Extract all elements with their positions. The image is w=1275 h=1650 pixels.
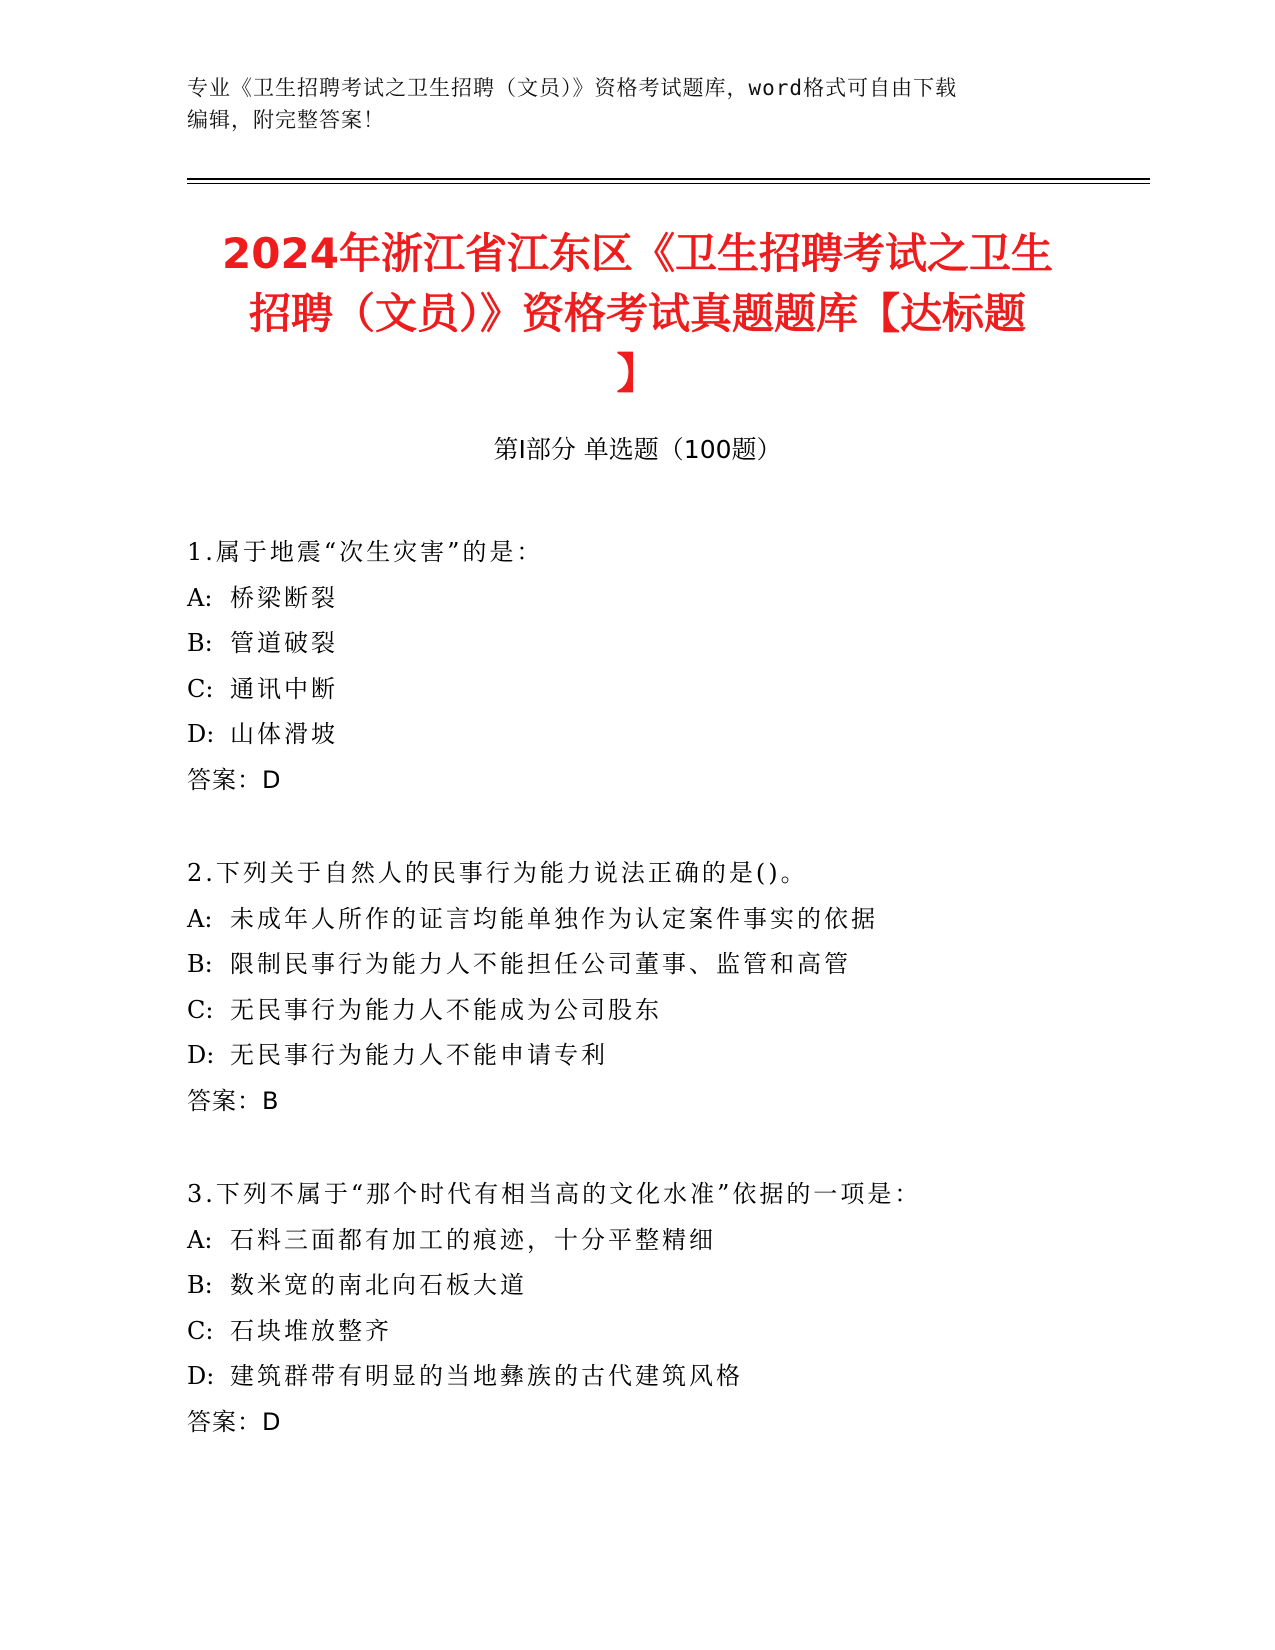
header-note-line-1: 专业《卫生招聘考试之卫生招聘（文员）》资格考试题库，word格式可自由下载: [187, 76, 958, 100]
question-stem: 1.属于地震“次生灾害”的是：: [187, 538, 544, 566]
option-c: [187, 988, 1187, 1034]
option-text: 建筑群带有明显的当地彝族的古代建筑风格: [230, 1362, 743, 1390]
option-letter: C:: [187, 674, 214, 703]
header-divider-thin: [187, 183, 1150, 184]
option-letter: B:: [187, 950, 213, 978]
option-text: 未成年人所作的证言均能单独作为认定案件事实的依据: [230, 904, 878, 933]
option-b: [187, 621, 1187, 667]
document-title: [160, 224, 1115, 404]
option-d: [187, 712, 1187, 758]
question-2: [187, 851, 1187, 1124]
section-title: 第Ⅰ部分 单选题（100题）: [493, 435, 782, 464]
option-text: 桥梁断裂: [230, 583, 338, 612]
document-title-line-2: 招聘（文员）》资格考试真题题库【达标题: [248, 289, 1026, 338]
option-letter: A:: [187, 904, 213, 933]
option-text: 数米宽的南北向石板大道: [230, 1271, 527, 1299]
option-b: [187, 1263, 1187, 1309]
option-text: 无民事行为能力人不能申请专利: [230, 1041, 608, 1069]
answer: 答案：D: [187, 765, 282, 794]
option-letter: C:: [187, 1316, 214, 1345]
option-text: 石料三面都有加工的痕迹，十分平整精细: [230, 1225, 716, 1254]
option-text: 山体滑坡: [230, 720, 338, 748]
option-text: 石块堆放整齐: [230, 1316, 392, 1345]
option-a: [187, 576, 1187, 622]
option-a: [187, 1218, 1187, 1264]
header-note-line-2: 编辑，附完整答案！: [187, 108, 385, 132]
question-1: [187, 530, 1187, 803]
option-letter: A:: [187, 1225, 213, 1254]
option-a: [187, 897, 1187, 943]
question-3: [187, 1172, 1187, 1445]
option-text: 无民事行为能力人不能成为公司股东: [230, 995, 662, 1024]
option-letter: C:: [187, 995, 214, 1024]
answer: 答案：D: [187, 1407, 282, 1436]
option-letter: A:: [187, 583, 213, 612]
document-title-line-3: 】: [616, 349, 659, 398]
option-b: [187, 942, 1187, 988]
option-d: [187, 1354, 1187, 1400]
header-divider-thick: [187, 178, 1150, 180]
option-text: 通讯中断: [230, 674, 338, 703]
answer: 答案：B: [187, 1086, 280, 1115]
header-note: [187, 72, 1077, 136]
option-d: [187, 1033, 1187, 1079]
option-letter: B:: [187, 1271, 213, 1299]
option-c: [187, 1309, 1187, 1355]
option-text: 管道破裂: [230, 629, 338, 657]
option-letter: B:: [187, 629, 213, 657]
option-text: 限制民事行为能力人不能担任公司董事、监管和高管: [230, 950, 851, 978]
question-stem: 2.下列关于自然人的民事行为能力说法正确的是()。: [187, 859, 808, 887]
option-letter: D:: [187, 1362, 215, 1390]
option-c: [187, 667, 1187, 713]
option-letter: D:: [187, 720, 215, 748]
question-stem: 3.下列不属于“那个时代有相当高的文化水准”依据的一项是：: [187, 1180, 922, 1208]
option-letter: D:: [187, 1041, 215, 1069]
document-title-line-1: 2024年浙江省江东区《卫生招聘考试之卫生: [222, 229, 1053, 278]
